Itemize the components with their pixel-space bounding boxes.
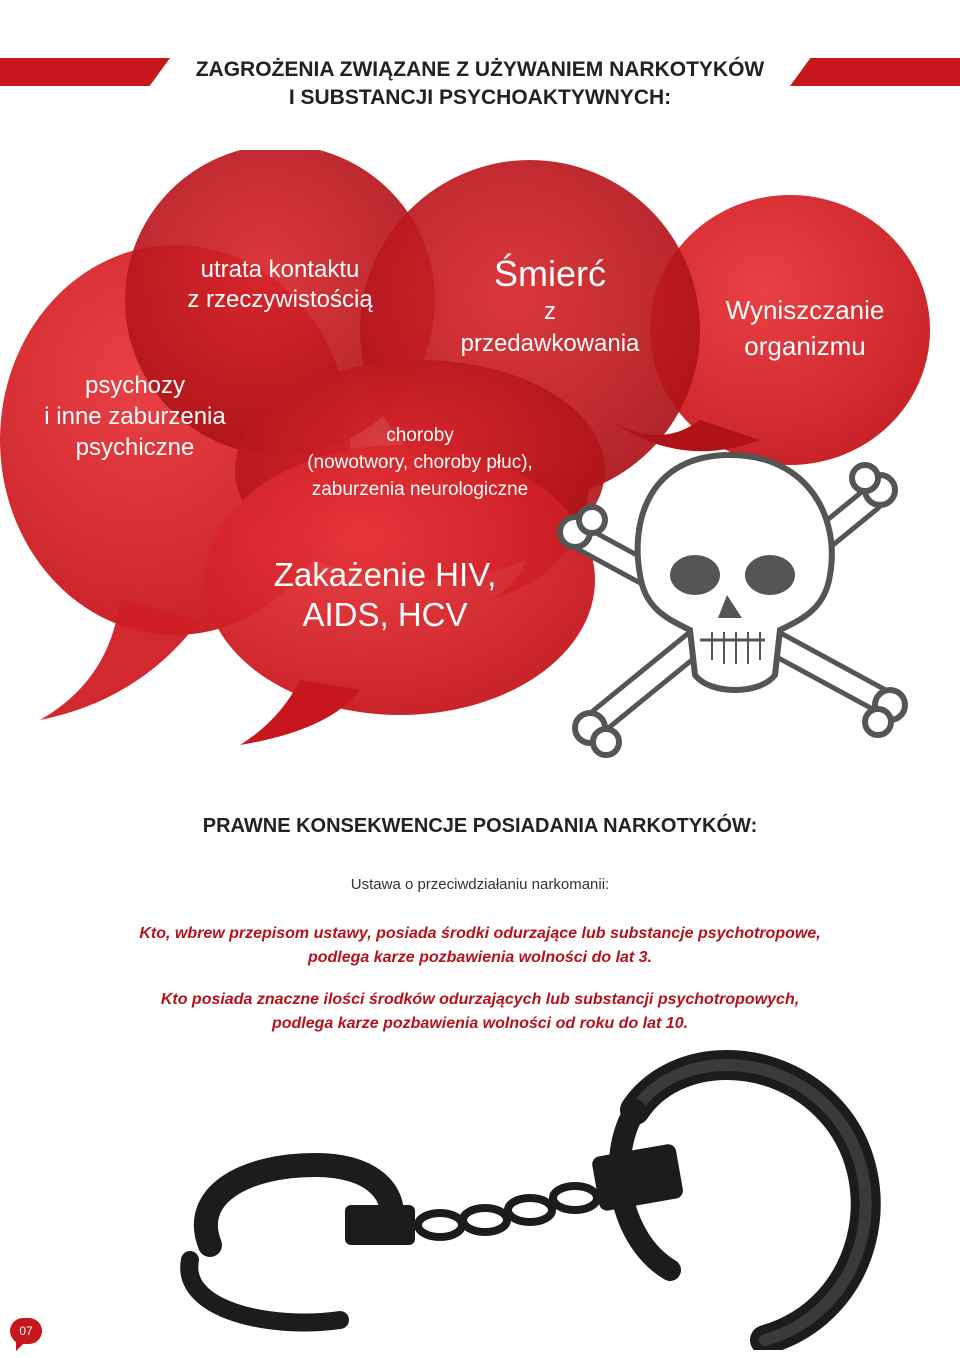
bubble-wyniszczanie-label xyxy=(685,292,925,364)
header-accent-bar-right xyxy=(790,58,960,86)
bubble-hiv-line-1: Zakażenie HIV, xyxy=(273,556,497,593)
page-title-line-2: I SUBSTANCJI PSYCHOAKTYWNYCH: xyxy=(288,86,672,109)
legal-paragraph-1 xyxy=(0,922,960,970)
bubble-wyniszczanie-line-1: Wyniszczanie xyxy=(725,295,885,325)
legal-paragraph-1-line-1: Kto, wbrew przepisom ustawy, posiada środki odurzające lub substancje psychotropowe, xyxy=(139,925,821,942)
page-number-badge: 07 xyxy=(10,1318,42,1344)
bubble-utrata-label xyxy=(150,255,410,315)
bubble-hiv-line-2: AIDS, HCV xyxy=(302,596,468,633)
act-name: Ustawa o przeciwdziałaniu narkomanii: xyxy=(350,876,610,893)
legal-paragraph-2 xyxy=(0,988,960,1036)
bubble-smierc-line-1: Śmierć xyxy=(493,253,606,294)
bubble-smierc-line-2: z xyxy=(544,298,556,325)
bubble-choroby-label xyxy=(270,422,570,503)
legal-paragraph-2-line-2: podlega karze pozbawienia wolności od roku do lat 10. xyxy=(271,1015,689,1032)
bubble-utrata-line-2: z rzeczywistością xyxy=(187,286,373,313)
legal-paragraph-2-line-1: Kto posiada znaczne ilości środków odurzających lub substancji psychotropowych, xyxy=(160,991,800,1008)
bubble-psychozy-label xyxy=(20,370,250,463)
page-title xyxy=(170,56,790,112)
bubble-wyniszczanie-line-2: organizmu xyxy=(744,331,866,361)
bubble-utrata-line-1: utrata kontaktu xyxy=(200,256,360,283)
bubble-choroby-line-1: choroby xyxy=(386,425,454,446)
handcuffs-icon xyxy=(150,1030,890,1350)
bubble-psychozy-line-2: i inne zaburzenia xyxy=(44,403,226,430)
bubble-smierc-label xyxy=(425,252,675,360)
bubble-psychozy-line-3: psychiczne xyxy=(75,434,195,461)
legal-heading: PRAWNE KONSEKWENCJE POSIADANIA NARKOTYKÓW: xyxy=(202,815,758,837)
bubble-hiv-label xyxy=(235,555,535,635)
header-accent-bar-left xyxy=(0,58,170,86)
page-title-line-1: ZAGROŻENIA ZWIĄZANE Z UŻYWANIEM NARKOTYKÓW xyxy=(195,58,765,81)
skull-crossbones-icon xyxy=(560,455,905,755)
legal-paragraph-1-line-2: podlega karze pozbawienia wolności do lat 3. xyxy=(307,949,653,966)
bubble-choroby-line-3: zaburzenia neurologiczne xyxy=(311,479,529,500)
bubble-choroby-line-2: (nowotwory, choroby płuc), xyxy=(307,452,533,473)
bubble-smierc-line-3: przedawkowania xyxy=(460,330,640,357)
bubble-psychozy-line-1: psychozy xyxy=(84,372,186,399)
